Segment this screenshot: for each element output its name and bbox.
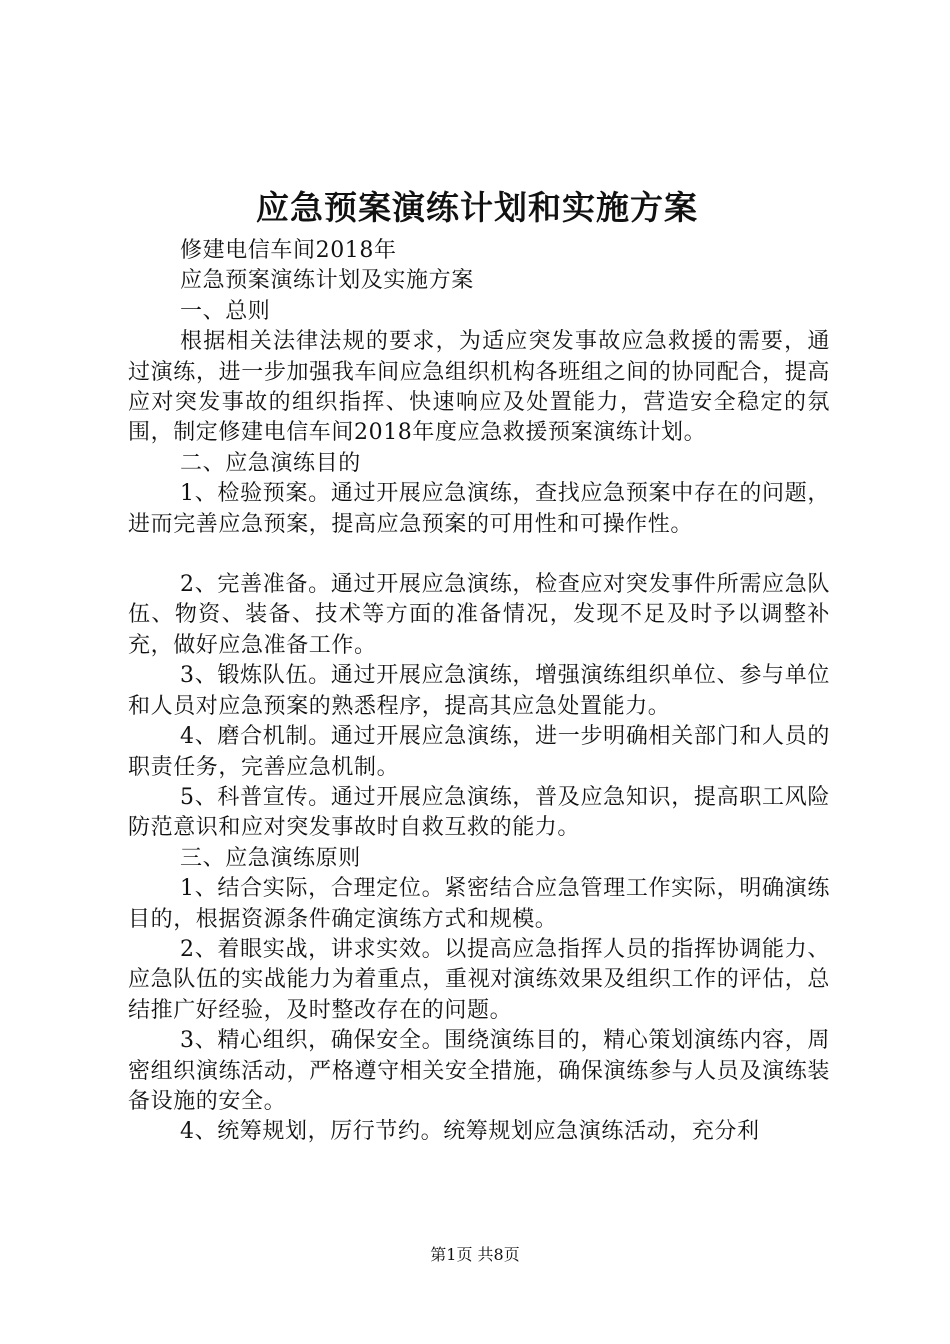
paragraph-purpose-2: 2、完善准备。通过开展应急演练，检查应对突发事件所需应急队伍、物资、装备、技术等方面的准备情况，发现不足及时予以调整补充，做好应急准备工作。 xyxy=(128,572,830,658)
document-title: 应急预案演练计划和实施方案 xyxy=(256,188,698,227)
paragraph-purpose-1: 1、检验预案。通过开展应急演练，查找应急预案中存在的问题，进而完善应急预案，提高应急预案的可用性和可操作性。 xyxy=(128,481,830,537)
subtitle-line-2: 应急预案演练计划及实施方案 xyxy=(180,268,474,294)
paragraph-purpose-5: 5、科普宣传。通过开展应急演练，普及应急知识，提高职工风险防范意识和应对突发事故时自救互救的能力。 xyxy=(128,784,830,841)
paragraph-principle-4: 4、统筹规划，厉行节约。统筹规划应急演练活动，充分利 xyxy=(180,1119,760,1145)
section-heading-purpose: 二、应急演练目的 xyxy=(180,450,361,476)
paragraph-general: 根据相关法律法规的要求，为适应突发事故应急救援的需要，通过演练，进一步加强我车间应急组织机构各班组之间的协同配合，提高应对突发事故的组织指挥、快速响应及处置能力，营造安全稳定的氛围，制定修建电信车间2018年度应急救援预案演练计划。 xyxy=(128,329,830,446)
paragraph-principle-1: 1、结合实际，合理定位。紧密结合应急管理工作实际，明确演练目的，根据资源条件确定演练方式和规模。 xyxy=(128,876,830,932)
section-heading-principles: 三、应急演练原则 xyxy=(180,845,361,871)
subtitle-line-1: 修建电信车间2018年 xyxy=(180,238,397,263)
document-page xyxy=(128,186,830,1148)
paragraph-purpose-4: 4、磨合机制。通过开展应急演练，进一步明确相关部门和人员的职责任务，完善应急机制。 xyxy=(128,724,830,780)
section-heading-general: 一、总则 xyxy=(180,298,271,324)
paragraph-purpose-3: 3、锻炼队伍。通过开展应急演练，增强演练组织单位、参与单位和人员对应急预案的熟悉程序，提高其应急处置能力。 xyxy=(128,663,830,719)
page-footer: 第1页 共8页 xyxy=(430,1245,520,1264)
paragraph-principle-2: 2、着眼实战，讲求实效。以提高应急指挥人员的指挥协调能力、应急队伍的实战能力为着重点，重视对演练效果及组织工作的评估，总结推广好经验，及时整改存在的问题。 xyxy=(128,936,830,1023)
paragraph-principle-3: 3、精心组织，确保安全。围绕演练目的，精心策划演练内容，周密组织演练活动，严格遵守相关安全措施，确保演练参与人员及演练装备设施的安全。 xyxy=(128,1028,830,1114)
